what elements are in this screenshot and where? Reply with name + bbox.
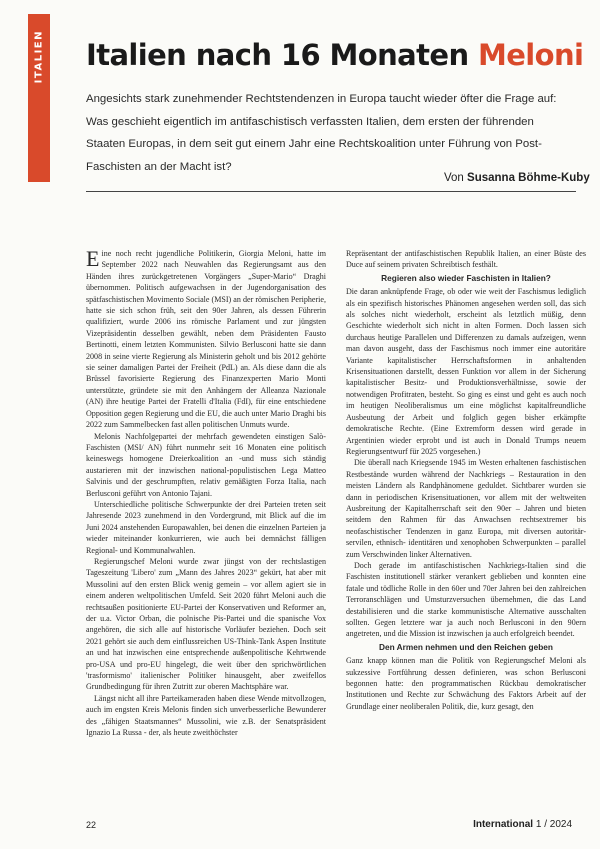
headline [86,38,583,72]
body-paragraph: Die überall nach Kriegsende 1945 im Westen erhaltenen faschistischen Restbestände wurden während der Nachkriegs – Restauration in den meisten Ländern als Randphänomene geduldet. Sichtbarer wurden sie dann in periodischen Krisensituationen, vor allem mit der weltweiten Ausbreitung der Kapitalherrschaft seit den 90er – Jahren und bieten seitdem den Rahmen für das Anwachsen rechtsextremer bis neofaschistischer Tendenzen in ganz Europa, mit diversen autoritär-servilen, ethnisch- identitären und xenophoben Schwerpunkten – parallel zum Verschwinden linker Alternativen. [346,458,586,559]
body-paragraph: Regierungschef Meloni wurde zwar jüngst von der rechtslastigen Tageszeitung 'Libero' zum „Mann des Jahres 2023“ gekürt, hat aber mit Mussolini auf den ersten Blick wenig gemein – vor allem agiert sie in einem anderen weltpolitischen Umfeld. Seit 2020 führt Meloni auch die rechtsaußen positionierte EU-Partei der Konservativen und Reformer an, der u.a. Victor Orban, die polnische Pis-Partei und die spanische Vox angehören, die sich alle auf historische Vorläufer beziehen. Doch seit 2021 gehört sie auch dem einflussreichen US-Think-Tank Aspen Institute an und hat inzwischen eine entsprechende außenpolitische Kehrtwende pro-USA und pro-EU hingelegt, die weit über den sprichwörtlichen 'trasformismo' italienischer Politiker hinausgeht, aber zweifellos Grundbedingung für ihren Zutritt zur oberen Machtsphäre war. [86,556,326,692]
column-right [346,248,586,712]
subheading: Regieren also wieder Faschisten in Italien? [381,272,551,283]
byline-rule [86,191,576,192]
page-number: 22 [86,820,97,830]
body-paragraph: Die daran anknüpfende Frage, ob oder wie weit der Faschismus lediglich als ein spezifisch historisches Phänomen angesehen werden soll, das sich als solches nicht wiederholt, erscheint als letztlich müßig, denn Geschichte wiederholt sich nicht in alten Formen. Doch lassen sich durchaus heutige Parallelen und Differenzen zu damals aufzeigen, wenn man davon ausgeht, dass der Faschismus noch immer eine autoritäre Variante kapitalistischer Herrschaftsformen in anhaltenden Krisensituationen darstellt, dessen Funktion vor allem in der Sicherung kapitalistischer Besitz- und Produktionsverhältnisse, sowie der notwendigen Profitraten, besteht. So ging es einst und geht es auch noch im heutigen Neoliberalismus um eine möglichst kapitalfreundliche Ausbeutung der Arbeit und folglich gegen bisher erkämpfte demokratische Rechte. (Eine Extremform dessen wird gerade in Argentinien wieder erprobt und ist auch in Donald Trumps neuem Regierungsentwurf für 2025 vorgesehen.) [346,287,586,456]
body-paragraph: Melonis Nachfolgepartei der mehrfach gewendeten einstigen Salò-Faschisten (MSI/ AN) führt nunmehr seit 16 Monaten eine politisch keineswegs homogene Dreierkoalition an -und muss sich ständig austarieren mit der inzwischen national-populistischen Lega Matteo Salvinis und der geschrumpften, relativ gemäßigten Forza Italia, nach Berlusconi geführt von Antonio Tajani. [86,431,326,498]
body-paragraph: Unterschiedliche politische Schwerpunkte der drei Parteien treten seit Jahresende 2023 zunehmend in den Vordergrund, mit Blick auf die im Juni 2024 anstehenden Europawahlen, bei denen die einzelnen Parteien ja wieder miteinander konkurrieren, wie auch bei demnächst fälligen Regional- und Kommunalwahlen. [86,499,326,555]
body-paragraph: Repräsentant der antifaschistischen Republik Italien, an einer Büste des Duce auf seinem privaten Schreibtisch festhält. [346,249,586,270]
magazine-footer [473,819,572,830]
subheading: Den Armen nehmen und den Reichen geben [379,641,553,652]
byline-author: Susanna Böhme-Kuby [467,172,590,184]
byline-prefix: Von [444,172,468,184]
body-paragraph: Eine noch recht jugendliche Politikerin, Giorgia Meloni, hatte im September 2022 nach Neuwahlen das Regierungsamt aus den Händen ihres zurückgetretenen Vorgängers „Super-Mario“ Draghi übernommen. Politisch aufgewachsen in der Jugendorganisation des spätfaschistischen Movimento Sociale (MSI) an der römischen Peripherie, hatte sie sich schon früh, seit den 90er Jahren, als dessen Führerin qualifiziert, wurde 2006 ins römische Parlament und zur jüngsten Vizepräsidentin desselben gewählt, neben dem Präsidenten Fausto Bertinotti, einem letzten Kommunisten. Silvio Berlusconi hatte sie dann 2008 in seine vierte Regierung als Ministerin geholt und bis 2012 gehörte sie seiner damaligen Partei der Freiheit (PdL) an. Als diese dann die als Brüssel favorisierte Regierung des Finanzexperten Mario Monti unterstützte, gründete sie mit den Anhängern der Alleanza Nazionale (AN) ihre heutige Partei der Fratelli d'Italia (FdI), für eine entschiedene Opposition gegen Regierung und die EU, die auch unter Mario Draghi bis 2022 zum Sammelbecken fast allen politischen Unmuts wurde. [86,246,326,430]
headline-accent: Meloni [477,38,584,72]
column-left [86,248,326,738]
magazine-name: International [473,819,534,830]
body-paragraph: Ganz knapp können man die Politik von Regierungschef Meloni als sukzessive Fortführung dessen definieren, was schon Berlusconi begonnen hatte: den programmatischen Rückbau demokratischer Institutionen und Rechte zur Schwächung des Faktors Arbeit auf der Grundlage einer neoliberalen Politik, die, kurz gesagt, den [346,656,586,711]
lead-paragraph: Angesichts stark zunehmender Rechtstendenzen in Europa taucht wieder öfter die Frage auf: Was geschieht eigentlich im antifaschistisch verfassten Italien, dem ersten der führenden Staaten Europas, in dem seit gut einem Jahr eine Rechtskoalition unter Führung von Post-Faschisten an der Macht ist? [86,93,557,173]
byline [444,172,590,184]
body-paragraph: Längst nicht all ihre Parteikameraden haben diese Wende mitvollzogen, auch im engsten Kreis Melonis finden sich unverbesserliche Bewunderer des „fähigen Staatsmannes“ Mussolini, wie z.B. der Senatspräsident Ignazio La Russa - der, als heute zweithöchster [86,693,326,738]
section-tab [28,14,50,182]
body-paragraph: Doch gerade im antifaschistischen Nachkriegs-Italien sind die Faschisten institutionell stärker verankert geblieben und konnten eine fatale und tödliche Rolle in den 60er und 70er Jahren bei den zahlreichen Terroranschlägen und Umsturzversuchen übernehmen, die das Land destabilisieren und die starke kommunistische Alternative ausschalten sollten. Gegen letztere war ja auch noch Berlusconi in den 90ern angetreten, und die Mission ist inzwischen ja auch erfolgreich beendet. [346,560,586,639]
section-tab-label: ITALIEN [33,30,45,84]
issue-number: 1 / 2024 [533,819,572,830]
headline-main: Italien nach 16 Monaten [86,38,478,72]
